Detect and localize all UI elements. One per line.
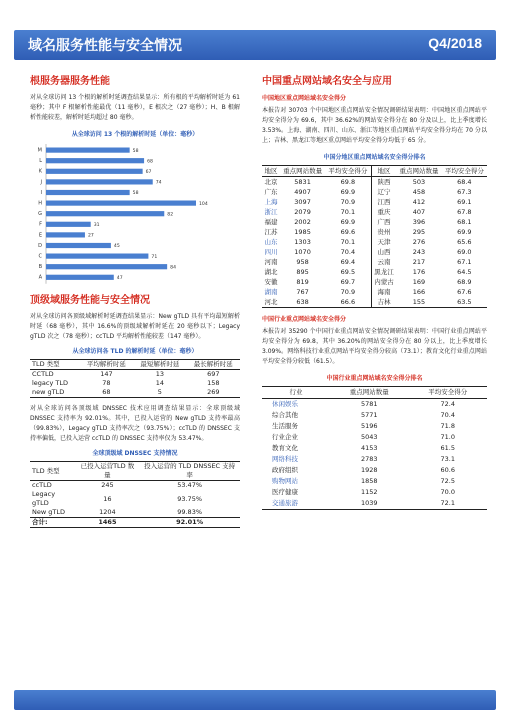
- table-cell: 60.6: [440, 466, 455, 474]
- chart-value-label: 58: [132, 148, 139, 154]
- table-cell: 2783: [360, 455, 378, 463]
- table-cell: 5781: [360, 400, 378, 408]
- table-cell: 湖北: [264, 268, 278, 276]
- table-cell: 70.9: [340, 198, 356, 206]
- table-cell: 69.0: [457, 248, 472, 256]
- industry-paragraph: 本报告对 35290 个中国行业重点网站安全情况调研结果表明：中国行业重点网站平均安全得分为 69.8，其中 36.20%的网站安全得分在 80 分以上，比上季度增长 3.09%。网络科技行业重点网站平均安全得分较高（73.1）；教育文化行业重点网站平均安全得分较低（61.5）。: [262, 328, 487, 365]
- tld-col-min: 最短解析时延: [140, 360, 180, 368]
- industry-col-count: 重点网站数量: [349, 388, 389, 396]
- table-cell: 陕西: [371, 177, 396, 188]
- table-cell: 70.4: [340, 248, 356, 256]
- tld-latency-table: [30, 359, 240, 398]
- table-cell: 69.9: [340, 218, 356, 226]
- table-cell: 5771: [360, 411, 378, 419]
- chart-bar: [46, 254, 148, 259]
- chart-value-label: 84: [170, 265, 177, 271]
- table-cell: 68.1: [457, 218, 472, 226]
- table-cell: 69.4: [340, 258, 356, 266]
- tld-table-title: 从全球访问各 TLD 的解析时延（单位：毫秒）: [72, 348, 198, 355]
- chart-category-label: G: [38, 211, 42, 218]
- tld-col-type: TLD 类型: [32, 360, 60, 368]
- table-cell: 3097: [294, 198, 311, 206]
- chart-bar: [46, 148, 130, 153]
- table-cell: 合计:: [32, 518, 48, 526]
- table-cell: 69.1: [457, 198, 472, 206]
- table-row: [262, 432, 487, 443]
- table-cell: 网络科技: [272, 455, 298, 463]
- table-cell: 山西: [371, 247, 396, 257]
- chart-category-label: K: [38, 168, 42, 175]
- region-col-name: 地区: [264, 167, 278, 175]
- chart-bar: [46, 158, 144, 163]
- table-cell: 895: [296, 268, 309, 276]
- table-cell: 1039: [360, 499, 378, 507]
- chart-category-label: J: [40, 179, 42, 186]
- region-score-table: [262, 165, 487, 308]
- table-cell: 66.6: [340, 298, 356, 306]
- table-cell: 295: [412, 228, 426, 236]
- table-cell: 云南: [371, 257, 396, 267]
- table-cell: 638: [296, 298, 309, 306]
- table-cell: 767: [296, 288, 309, 296]
- table-cell: 412: [412, 198, 426, 206]
- table-cell: 67.6: [457, 288, 472, 296]
- table-cell: 5196: [360, 422, 378, 430]
- table-cell: 69.7: [340, 278, 356, 286]
- table-cell: 68.4: [457, 178, 472, 186]
- table-cell: 147: [100, 370, 113, 378]
- table-row: [262, 267, 487, 277]
- chart-bar: [46, 232, 85, 237]
- table-cell: 64.5: [457, 268, 472, 276]
- industry-col-name: 行业: [289, 388, 303, 396]
- region-col-score: 平均安全得分: [328, 167, 368, 175]
- table-cell: 245: [101, 481, 114, 489]
- table-cell: 166: [412, 288, 426, 296]
- table-cell: 福建: [264, 218, 278, 226]
- table-cell: 山东: [264, 238, 278, 246]
- tld-col-avg: 平均解析时延: [86, 360, 126, 368]
- table-cell: 70.1: [340, 208, 356, 216]
- table-cell: new gTLD: [32, 388, 65, 396]
- table-cell: 72.5: [440, 477, 455, 485]
- chart-category-label: F: [39, 221, 42, 228]
- table-cell: 276: [412, 238, 426, 246]
- table-row: [262, 297, 487, 308]
- table-row: [30, 508, 240, 518]
- table-cell: 购物网站: [272, 477, 298, 485]
- table-cell: 辽宁: [371, 187, 396, 197]
- root-chart-title: 从全球访问 13 个根的解析时延（单位：毫秒）: [71, 131, 199, 138]
- table-cell: 69.5: [340, 268, 356, 276]
- table-row: [262, 207, 487, 217]
- chart-category-label: A: [38, 274, 42, 281]
- chart-bar: [46, 211, 164, 216]
- dnssec-table-title: 全球顶级域 DNSSEC 支持情况: [92, 450, 178, 457]
- table-cell: 海南: [371, 287, 396, 297]
- table-cell: 2002: [294, 218, 311, 226]
- region-col-score-2: 平均安全得分: [444, 167, 484, 175]
- table-cell: 北京: [264, 178, 278, 186]
- table-cell: 819: [296, 278, 309, 286]
- table-cell: 休闲娱乐: [272, 400, 298, 408]
- footer-bar: [14, 690, 496, 710]
- tld-heading: 顶级域服务性能与安全情况: [30, 295, 150, 306]
- table-cell: 958: [296, 258, 309, 266]
- table-cell: 生活服务: [272, 422, 298, 430]
- table-cell: 217: [412, 258, 426, 266]
- table-cell: 5: [157, 388, 162, 396]
- page-header: [0, 0, 510, 62]
- dnssec-paragraph: 对从全球访问各顶级域 DNSSEC 技术应用调查结果显示：全球顶级域 DNSSEC 支持率为 92.01%。其中，已投入运营的 New gTLD 支持率最高（99.83%），Legacy gTLD 支持率次之（93.75%）；ccTLD 的 DNSSEC 支持率偏低，已投入运营 ccTLD 的 DNSSEC 支持率仅为 53.47%。: [30, 405, 240, 442]
- dnssec-table: [30, 461, 240, 528]
- page-title: 域名服务性能与安全情况: [28, 38, 182, 54]
- table-cell: ccTLD: [32, 481, 52, 489]
- table-cell: 广东: [264, 188, 278, 196]
- chart-value-label: 104: [199, 201, 208, 207]
- table-cell: 四川: [264, 248, 278, 256]
- root-paragraph: 对从全球访问 13 个根的解析时延调查结果显示：所有根的平均解析时延为 61 毫秒；其中 F 根解析性能最优（11 毫秒），E 根次之（27 毫秒）；H、B 根解析性能较差，解析时延均超过 80 毫秒。: [30, 94, 240, 121]
- table-cell: 69.8: [340, 178, 356, 186]
- table-cell: 4907: [294, 188, 311, 196]
- table-cell: 407: [412, 208, 426, 216]
- table-cell: 93.75%: [177, 494, 203, 503]
- table-row: [262, 476, 487, 487]
- table-cell: 1152: [360, 488, 378, 496]
- region-col-count-2: 重点网站数量: [399, 167, 439, 175]
- table-cell: 72.1: [440, 499, 455, 507]
- chart-category-label: E: [38, 232, 42, 239]
- chart-bar: [46, 275, 114, 280]
- left-column: [30, 72, 240, 528]
- table-cell: 67.3: [457, 188, 472, 196]
- table-row: [262, 421, 487, 432]
- industry-table-title: 中国行业重点网站域名安全得分排名: [326, 375, 423, 382]
- table-cell: 69.6: [340, 228, 356, 236]
- table-row: [262, 454, 487, 465]
- table-cell: 69.9: [457, 228, 472, 236]
- table-cell: 浙江: [264, 208, 278, 216]
- table-cell: 内蒙古: [371, 277, 396, 287]
- chart-category-label: D: [38, 242, 42, 249]
- region-paragraph: 本报告对 30703 个中国地区重点网站安全情况调研结果表明：中国地区重点网站平均安全得分为 69.6，其中 36.62%的网站安全得分在 80 分及以上，比上季度增长 3.53%。上海、湖南、四川、山东、浙江等地区重点网站平均安全得分均在 70 分以上；吉林、黑龙江等地区重点网站平均安全得分均低于 65 分。: [262, 107, 487, 144]
- table-cell: 70.9: [340, 288, 356, 296]
- table-row: [262, 227, 487, 237]
- table-cell: 61.5: [440, 444, 455, 452]
- table-cell: 1985: [294, 228, 311, 236]
- tld-paragraph: 对从全球访问各顶级域解析时延调查结果显示：New gTLD 具有平均最短解析时延（68 毫秒），其中 16.6%的顶级域解析时延在 20 毫秒以下；Legacy gTLD 次之（78 毫秒）；ccTLD 平均解析性能较差（147 毫秒）。: [30, 313, 240, 340]
- table-cell: CCTLD: [32, 370, 54, 378]
- table-cell: 396: [412, 218, 426, 226]
- table-cell: 13: [155, 370, 164, 378]
- dnssec-col-count: 已投入运营TLD 数量: [80, 462, 135, 479]
- industry-table-body: [262, 399, 487, 510]
- table-cell: 河南: [264, 258, 278, 266]
- table-cell: 湖南: [264, 288, 278, 296]
- table-row: [262, 197, 487, 207]
- table-cell: 458: [412, 188, 426, 196]
- tld-col-max: 最长解析时延: [193, 360, 233, 368]
- table-cell: legacy TLD: [32, 379, 68, 387]
- table-cell: 70.0: [440, 488, 455, 496]
- table-total-row: [30, 518, 240, 528]
- table-cell: 5831: [294, 178, 311, 186]
- table-cell: 92.01%: [176, 518, 204, 526]
- region-table-body: [262, 177, 487, 308]
- table-row: [262, 287, 487, 297]
- table-cell: 67.1: [457, 258, 472, 266]
- table-cell: 63.5: [457, 298, 472, 306]
- quarter-label: Q4/2018: [428, 35, 482, 51]
- table-row: [262, 410, 487, 421]
- table-cell: 503: [412, 178, 426, 186]
- chart-bar: [46, 179, 153, 184]
- region-table-title: 中国分地区重点网站域名安全得分排名: [323, 154, 426, 161]
- table-cell: 1070: [294, 248, 311, 256]
- table-row: [262, 177, 487, 188]
- chart-value-label: 67: [145, 170, 152, 175]
- table-row: [262, 187, 487, 197]
- table-cell: 天津: [371, 237, 396, 247]
- root-heading: 根服务器服务性能: [30, 76, 110, 87]
- table-row: [262, 465, 487, 476]
- chart-bar: [46, 190, 130, 195]
- root-latency-chart: [34, 142, 234, 287]
- table-cell: 江苏: [264, 228, 278, 236]
- chart-value-label: 58: [132, 191, 139, 197]
- table-cell: New gTLD: [32, 508, 65, 516]
- table-cell: 交通旅游: [272, 499, 298, 507]
- root-latency-chart-svg: [34, 142, 234, 287]
- chart-value-label: 27: [87, 233, 94, 239]
- industry-subheading: 中国行业重点网站域名安全得分: [262, 316, 347, 323]
- table-cell: 上海: [264, 198, 278, 206]
- chart-value-label: 68: [147, 159, 153, 165]
- table-row: [262, 399, 487, 411]
- table-cell: 重庆: [371, 207, 396, 217]
- table-cell: 1465: [98, 518, 117, 526]
- table-row: [30, 481, 240, 491]
- table-row: [30, 370, 240, 380]
- table-cell: Legacy gTLD: [32, 490, 56, 507]
- table-cell: 71.0: [440, 433, 455, 441]
- table-row: [262, 498, 487, 510]
- table-cell: 5043: [360, 433, 378, 441]
- table-cell: 综合其他: [272, 411, 298, 419]
- chart-category-label: M: [37, 147, 42, 154]
- table-cell: 72.4: [440, 400, 455, 408]
- table-cell: 67.8: [457, 208, 472, 216]
- chart-value-label: 47: [116, 276, 123, 281]
- right-column: [262, 72, 487, 510]
- table-cell: 教育文化: [272, 444, 298, 452]
- table-cell: 黑龙江: [371, 267, 396, 277]
- region-col-count: 重点网站数量: [283, 167, 323, 175]
- table-row: [262, 487, 487, 498]
- chart-bar: [46, 222, 91, 227]
- table-cell: 99.83%: [177, 508, 203, 516]
- chart-value-label: 71: [151, 254, 158, 260]
- table-cell: 政府组织: [272, 466, 298, 474]
- industry-col-score: 平均安全得分: [428, 388, 468, 396]
- table-cell: 70.1: [340, 238, 356, 246]
- chart-bar: [46, 264, 167, 269]
- table-cell: 155: [412, 298, 426, 306]
- chart-value-label: 31: [93, 223, 100, 228]
- chart-category-label: H: [38, 200, 42, 207]
- table-cell: 河北: [264, 298, 278, 306]
- chart-bar: [46, 169, 143, 174]
- table-row: [262, 443, 487, 454]
- table-cell: 71.8: [440, 422, 455, 430]
- table-cell: 14: [155, 379, 164, 387]
- chart-value-label: 74: [155, 180, 162, 186]
- chart-category-label: L: [39, 158, 42, 165]
- table-row: [262, 257, 487, 267]
- table-cell: 广西: [371, 217, 396, 227]
- table-cell: 1858: [360, 477, 378, 485]
- table-cell: 江西: [371, 197, 396, 207]
- table-cell: 1928: [360, 466, 378, 474]
- region-col-name-2: 地区: [371, 166, 396, 177]
- chart-value-label: 82: [167, 212, 174, 218]
- table-cell: 78: [102, 379, 111, 387]
- table-cell: 68: [102, 388, 111, 396]
- table-cell: 69.9: [340, 188, 356, 196]
- table-row: [30, 379, 240, 388]
- table-row: [30, 388, 240, 398]
- table-cell: 4153: [360, 444, 378, 452]
- chart-category-label: B: [38, 264, 42, 271]
- table-cell: 安徽: [264, 278, 278, 286]
- china-heading: 中国重点网站域名安全与应用: [262, 76, 392, 87]
- industry-score-table: [262, 386, 487, 510]
- table-cell: 70.4: [440, 411, 455, 419]
- chart-value-label: 45: [113, 244, 120, 250]
- table-cell: 697: [207, 370, 220, 378]
- table-cell: 行业企业: [272, 433, 298, 441]
- table-cell: 269: [207, 388, 220, 396]
- table-cell: 2079: [294, 208, 311, 216]
- region-subheading: 中国地区重点网站域名安全得分: [262, 95, 347, 102]
- table-row: [262, 217, 487, 227]
- chart-category-label: I: [40, 189, 42, 196]
- table-cell: 68.9: [457, 278, 472, 286]
- dnssec-col-rate: 投入运营的 TLD DNSSEC 支持率: [144, 462, 236, 479]
- table-cell: 1204: [99, 508, 116, 516]
- chart-bar: [46, 243, 111, 248]
- table-cell: 169: [412, 278, 426, 286]
- table-cell: 243: [412, 248, 426, 256]
- table-cell: 176: [412, 268, 426, 276]
- dnssec-col-type: TLD 类型: [32, 466, 60, 475]
- table-cell: 158: [207, 379, 220, 387]
- table-cell: 吉林: [371, 297, 396, 308]
- chart-bar: [46, 201, 196, 206]
- table-cell: 73.1: [440, 455, 455, 463]
- table-cell: 16: [103, 494, 112, 503]
- table-row: [262, 237, 487, 247]
- table-row: [262, 277, 487, 287]
- table-cell: 65.6: [457, 238, 472, 246]
- table-cell: 贵州: [371, 227, 396, 237]
- table-cell: 53.47%: [177, 481, 203, 489]
- table-row: [262, 247, 487, 257]
- chart-category-label: C: [38, 253, 42, 260]
- table-row: [30, 490, 240, 508]
- table-cell: 医疗健康: [272, 488, 298, 496]
- table-cell: 1303: [294, 238, 311, 246]
